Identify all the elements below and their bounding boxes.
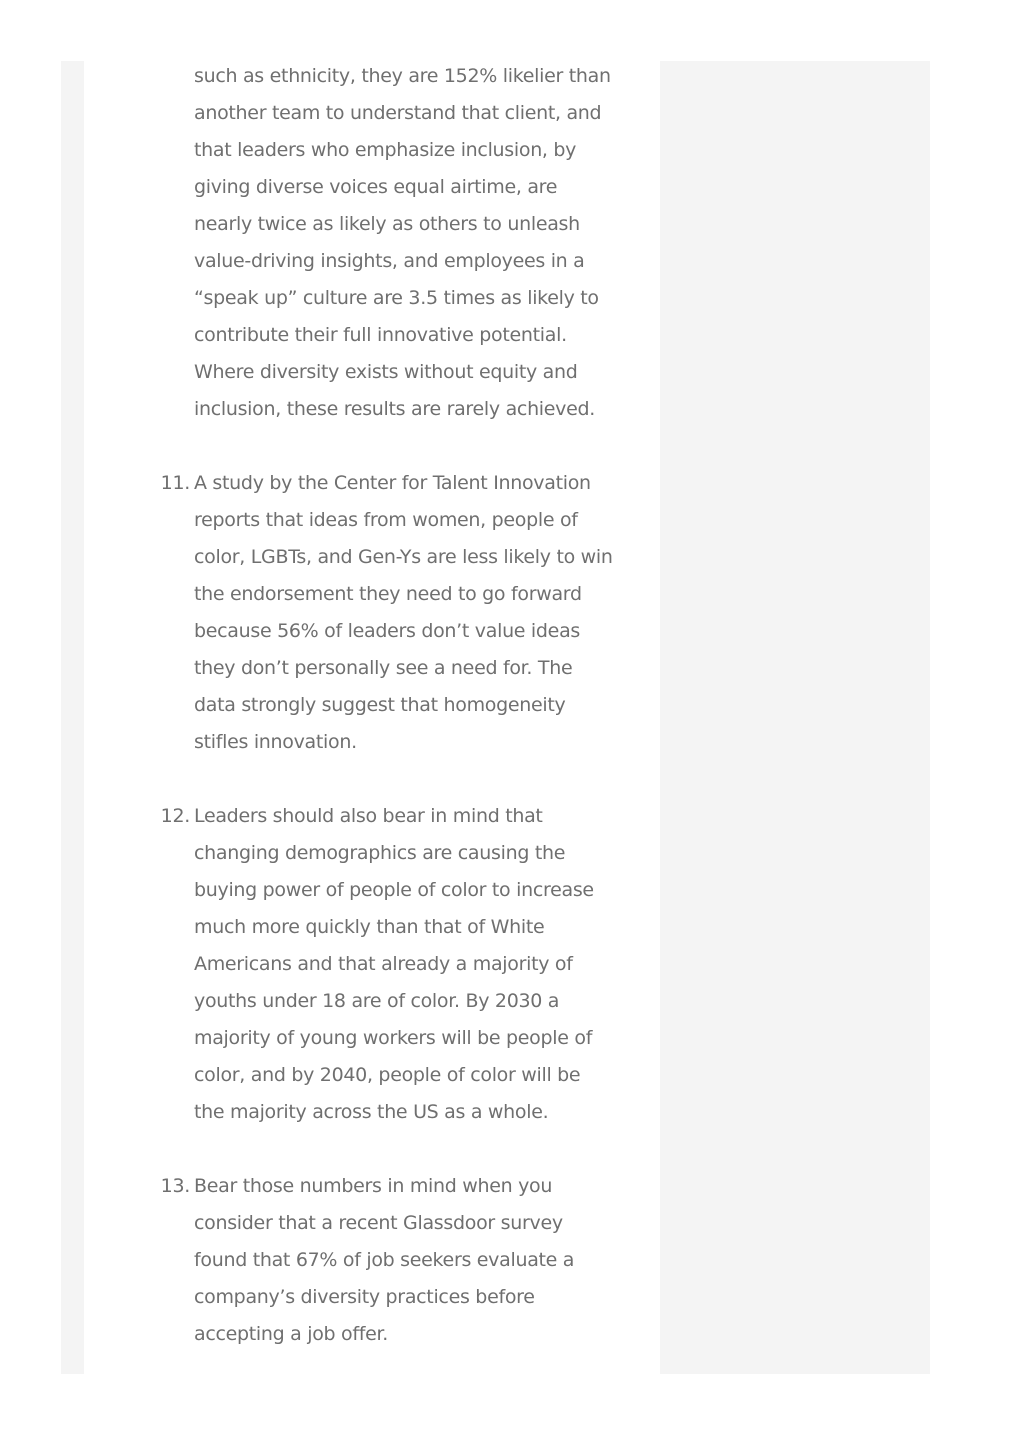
text-line: giving diverse voices equal airtime, are <box>194 176 558 198</box>
text-line: “speak up” culture are 3.5 times as likely to <box>194 287 599 309</box>
text-line: youths under 18 are of color. By 2030 a <box>194 990 560 1012</box>
sidebar-panel <box>660 61 930 1374</box>
text-line: Americans and that already a majority of <box>194 953 573 975</box>
text-line: that leaders who emphasize inclusion, by <box>194 139 577 161</box>
list-item-11 <box>160 465 619 761</box>
text-line: buying power of people of color to increase <box>194 879 594 901</box>
text-line: color, and by 2040, people of color will be <box>194 1064 581 1086</box>
text-line: accepting a job offer. <box>194 1323 389 1345</box>
text-line: they don’t personally see a need for. The <box>194 657 573 679</box>
list-item-12 <box>160 798 619 1131</box>
text-line: color, LGBTs, and Gen-Ys are less likely to win <box>194 546 613 568</box>
text-line: much more quickly than that of White <box>194 916 545 938</box>
text-line: such as ethnicity, they are 152% likelier than <box>194 65 611 87</box>
list-item-13 <box>160 1168 619 1353</box>
text-line: consider that a recent Glassdoor survey <box>194 1212 563 1234</box>
text-line: because 56% of leaders don’t value ideas <box>194 620 581 642</box>
text-line: the endorsement they need to go forward <box>194 583 582 605</box>
text-line: value-driving insights, and employees in a <box>194 250 585 272</box>
text-line: changing demographics are causing the <box>194 842 566 864</box>
text-line: Leaders should also bear in mind that <box>194 805 543 827</box>
left-margin-strip <box>61 61 84 1374</box>
text-line: majority of young workers will be people of <box>194 1027 593 1049</box>
text-line: A study by the Center for Talent Innovation <box>194 472 591 494</box>
list-item-number: 13. <box>160 1175 190 1197</box>
list-item-number: 11. <box>160 472 190 494</box>
text-line: another team to understand that client, and <box>194 102 602 124</box>
text-line: company’s diversity practices before <box>194 1286 535 1308</box>
list-item-number: 12. <box>160 805 190 827</box>
text-line: found that 67% of job seekers evaluate a <box>194 1249 575 1271</box>
article-body <box>160 58 619 1353</box>
text-line: contribute their full innovative potential. <box>194 324 567 346</box>
text-line: the majority across the US as a whole. <box>194 1101 549 1123</box>
text-line: stifles innovation. <box>194 731 357 753</box>
continuation-paragraph <box>194 58 619 428</box>
text-line: reports that ideas from women, people of <box>194 509 578 531</box>
text-line: nearly twice as likely as others to unleash <box>194 213 580 235</box>
text-line: data strongly suggest that homogeneity <box>194 694 566 716</box>
text-line: Bear those numbers in mind when you <box>194 1175 553 1197</box>
text-line: inclusion, these results are rarely achieved. <box>194 398 596 420</box>
text-line: Where diversity exists without equity and <box>194 361 578 383</box>
